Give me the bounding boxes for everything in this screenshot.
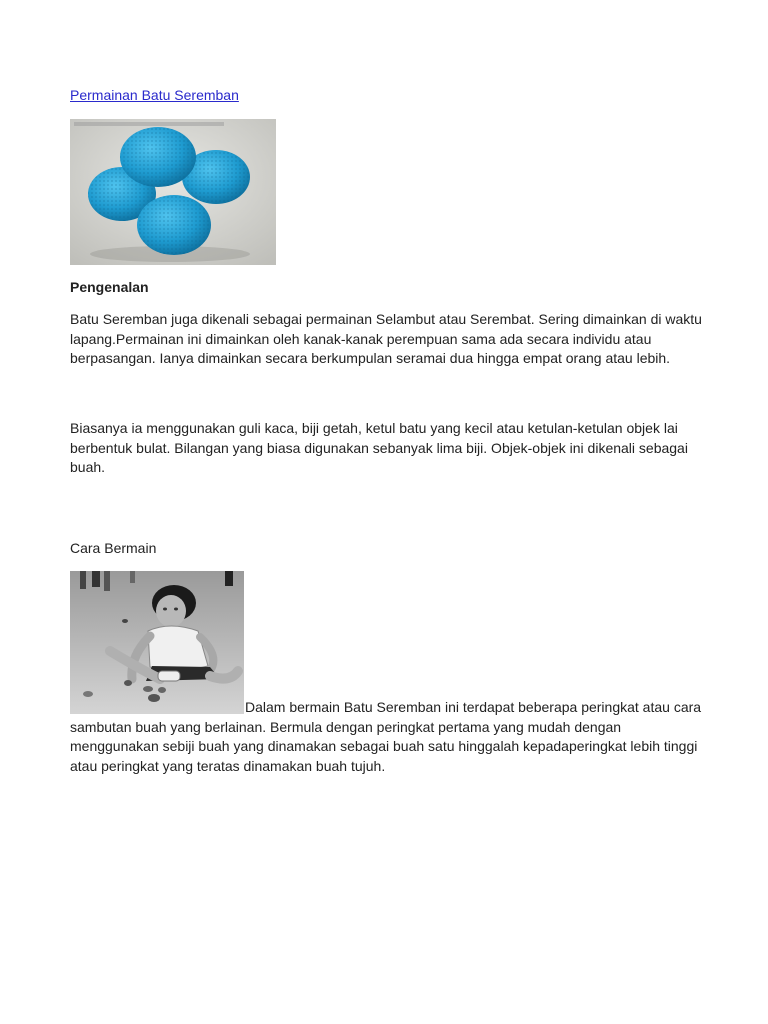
intro-heading: Pengenalan bbox=[70, 279, 149, 295]
intro-paragraph-1: Batu Seremban juga dikenali sebagai permainan Selambut atau Serembat. Sering dimainkan di waktu lapang.Permainan ini dimainkan oleh kanak-kanak perempuan sama ada secara individu atau berpasangan. Ianya dimainkan secara berkumpulan seramai dua hingga empat orang atau lebih. bbox=[70, 311, 702, 366]
intro-paragraph-2: Biasanya ia menggunakan guli kaca, biji getah, ketul batu yang kecil atau ketulan-ketulan objek lai berbentuk bulat. Bilangan yang biasa digunakan sebanyak lima biji. Objek-objek ini dikenali sebagai buah. bbox=[70, 420, 688, 475]
seremban-stones-photo bbox=[70, 119, 276, 265]
title-link[interactable]: Permainan Batu Seremban bbox=[70, 87, 239, 103]
how-to-play-paragraph: Dalam bermain Batu Seremban ini terdapat beberapa peringkat atau cara sambutan buah yang berlainan. Bermula dengan peringkat pertama yang mudah dengan menggunakan sebiji buah yang dinamakan sebagai buah satu hinggalah kepadaperingkat lebih tinggi atau peringkat yang teratas dinamakan buah tujuh. bbox=[70, 699, 702, 774]
child-playing-photo bbox=[70, 571, 244, 714]
how-to-play-heading: Cara Bermain bbox=[70, 540, 157, 556]
